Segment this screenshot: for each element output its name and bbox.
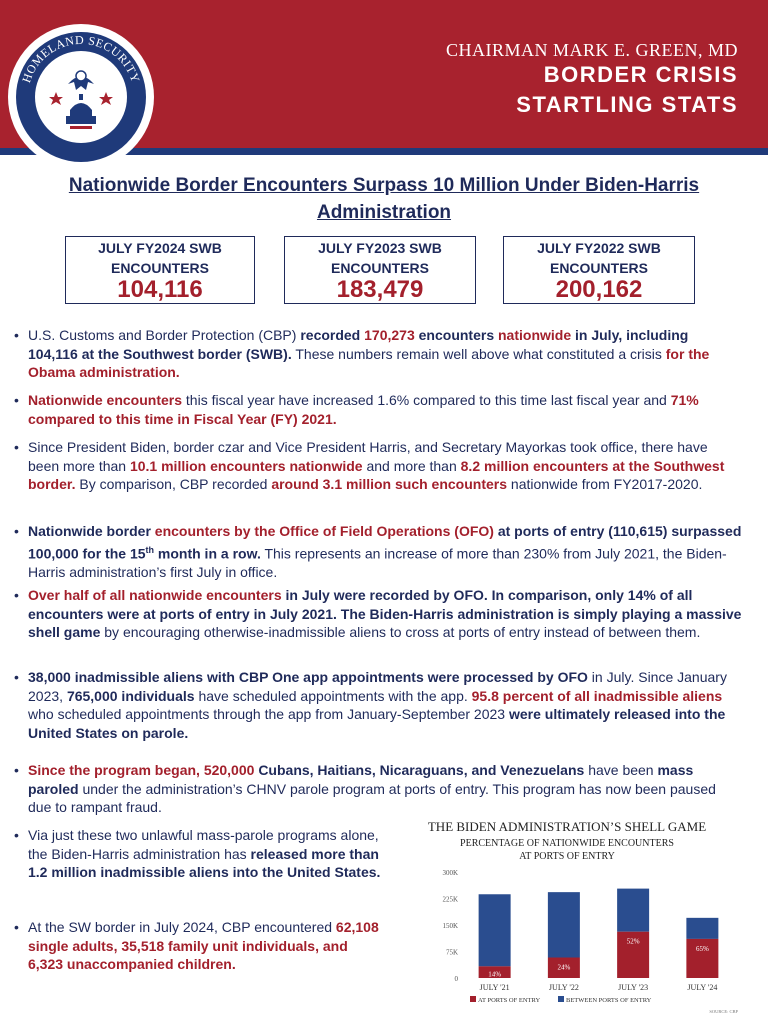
text: around 3.1 million such encounters	[271, 476, 508, 492]
text: released more than 1.2 million inadmissible aliens into the United States.	[28, 845, 381, 880]
bullet-item	[12, 761, 742, 817]
stat-value: 104,116	[117, 276, 203, 303]
text: were ultimately released into the United States on parole.	[28, 706, 726, 741]
text: Nationwide border	[28, 523, 155, 539]
text: for the Obama administration.	[28, 345, 710, 380]
text: 8.2 million encounters at the Southwest border.	[28, 457, 725, 492]
text: this fiscal year have increased 1.6% compared to this time last fiscal year and	[182, 392, 671, 408]
text: 765,000 individuals	[66, 687, 195, 704]
bullet-item	[12, 668, 742, 742]
text: 10.1 million encounters nationwide	[129, 457, 363, 474]
legend-label: AT PORTS OF ENTRY	[478, 997, 541, 1004]
text: by encouraging otherwise-inadmissible aliens to cross at ports of entry instead of between them.	[100, 624, 701, 640]
text: encounters by the Office of Field Operations (OFO)	[154, 523, 494, 539]
text: have scheduled appointments with the app.	[194, 687, 472, 704]
text: At the SW border in July 2024, CBP encountered	[28, 919, 336, 935]
legend-swatch-between-ports	[558, 996, 564, 1002]
y-tick-label: 75K	[445, 948, 458, 957]
bullet-item	[12, 586, 742, 642]
chart-title: THE BIDEN ADMINISTRATION’S SHELL GAME	[427, 819, 707, 834]
text: 38,000 inadmissible aliens with CBP One app appointments were processed by OFO	[28, 669, 588, 685]
stat-label: ENCOUNTERS	[549, 260, 648, 276]
y-tick-label: 300K	[442, 869, 458, 877]
stat-box-fy2023	[284, 236, 476, 304]
text: under the administration’s CHNV parole program at ports of entry. This program has now been paused due to rampant fraud.	[28, 780, 716, 815]
svg-text:REPUBLICANS: REPUBLICANS	[45, 120, 117, 144]
header-title-line2: STARTLING STATS	[516, 92, 738, 117]
x-tick-label: JULY '24	[687, 983, 718, 992]
bar-between-ports	[548, 892, 580, 957]
text: at ports of entry (110,615) surpassed 100,000 for the 15	[28, 523, 742, 562]
text: By comparison, CBP recorded	[75, 476, 272, 492]
header-title-line1: BORDER CRISIS	[543, 62, 738, 87]
bullet-item	[12, 522, 742, 581]
text: This represents an increase of more than 230% from July 2021, the Biden-Harris administration’s first July in office.	[28, 545, 727, 580]
text: Nationwide encounters	[28, 392, 183, 408]
bullet-item	[12, 918, 382, 974]
text: have been	[584, 762, 658, 778]
text: nationwide from FY2017-2020.	[507, 476, 703, 492]
text: 170,273	[364, 327, 415, 343]
chairman-name: CHAIRMAN MARK E. GREEN, MD	[445, 40, 738, 60]
text: 95.8 percent of all inadmissible aliens	[471, 687, 723, 704]
stat-value: 200,162	[555, 276, 643, 303]
text: recorded	[300, 327, 365, 343]
text: in July. Since January 2023,	[28, 669, 727, 704]
homeland-security-seal-logo	[8, 24, 154, 170]
text: in July, including 104,116 at the Southwest border (SWB).	[28, 327, 689, 362]
legend-swatch-at-ports	[470, 996, 476, 1002]
text: Over half of all nationwide encounters	[28, 587, 282, 603]
text: who scheduled appointments through the app from January-September 2023	[28, 706, 509, 722]
bullet-item	[12, 826, 382, 882]
x-tick-label: JULY '23	[618, 983, 649, 992]
stat-box-fy2024	[65, 236, 255, 304]
stat-label: JULY FY2024 SWB	[98, 240, 222, 256]
text: Since President Biden, border czar and Vice President Harris, and Secretary Mayorkas took office, there have been more than	[28, 439, 708, 474]
text: Via just these two unlawful mass-parole programs alone, the Biden-Harris administration has	[28, 827, 379, 862]
stat-box-fy2022	[503, 236, 695, 304]
bar-percent-label: 14%	[488, 970, 502, 979]
chart-subtitle: PERCENTAGE OF NATIONWIDE ENCOUNTERS	[460, 838, 674, 849]
text: These numbers remain well above what constituted a crisis	[291, 345, 666, 362]
legend-label: BETWEEN PORTS OF ENTRY	[566, 997, 652, 1004]
y-tick-label: 225K	[442, 895, 458, 904]
y-tick-label: 150K	[442, 922, 458, 930]
chart-svg	[392, 816, 742, 1016]
bullet-item	[12, 391, 742, 428]
text: mass paroled	[28, 762, 694, 797]
shell-game-chart	[392, 816, 742, 1016]
chart-source: SOURCE: CBP	[709, 1009, 738, 1014]
stat-value: 183,479	[336, 276, 424, 303]
svg-text:HOMELAND SECURITY: HOMELAND SECURITY	[19, 32, 143, 85]
text: encounters	[414, 327, 498, 343]
text: th	[145, 544, 155, 555]
text: Cubans, Haitians, Nicaraguans, and Venezuelans	[258, 762, 585, 778]
stat-label: JULY FY2022 SWB	[537, 240, 661, 256]
y-tick-label: 0	[454, 975, 458, 983]
text: in July were recorded by OFO. In comparison, only 14% of all encounters were at ports of entry in July 2021. The Biden-Harris administration is simply playing a massive shell game	[28, 587, 742, 640]
stat-label: ENCOUNTERS	[110, 260, 209, 276]
text: and more than	[362, 457, 461, 474]
bar-between-ports	[686, 918, 718, 939]
chart-subtitle: AT PORTS OF ENTRY	[519, 851, 615, 862]
text: month in a row.	[154, 545, 261, 562]
bullet-item	[12, 326, 742, 382]
text: nationwide	[498, 327, 572, 343]
stat-label: ENCOUNTERS	[330, 260, 429, 276]
bar-between-ports	[479, 894, 511, 966]
bar-between-ports	[617, 889, 649, 932]
stat-label: JULY FY2023 SWB	[318, 240, 442, 256]
page-title: Nationwide Border Encounters Surpass 10 Million Under Biden-Harris Administration	[68, 175, 700, 223]
bar-percent-label: 52%	[626, 937, 640, 946]
x-tick-label: JULY '21	[479, 983, 510, 992]
text: U.S. Customs and Border Protection (CBP)	[28, 327, 301, 343]
bullet-item	[12, 438, 742, 494]
text: Since the program began, 520,000	[28, 762, 259, 778]
x-tick-label: JULY '22	[548, 983, 579, 992]
eagle-capitol-icon	[8, 24, 154, 170]
text: 62,108 single adults, 35,518 family unit individuals, and 6,323 unaccompanied children.	[28, 919, 379, 972]
text: 71% compared to this time in Fiscal Year (FY) 2021.	[28, 392, 699, 427]
bar-percent-label: 65%	[695, 944, 709, 953]
bar-percent-label: 24%	[557, 963, 571, 972]
